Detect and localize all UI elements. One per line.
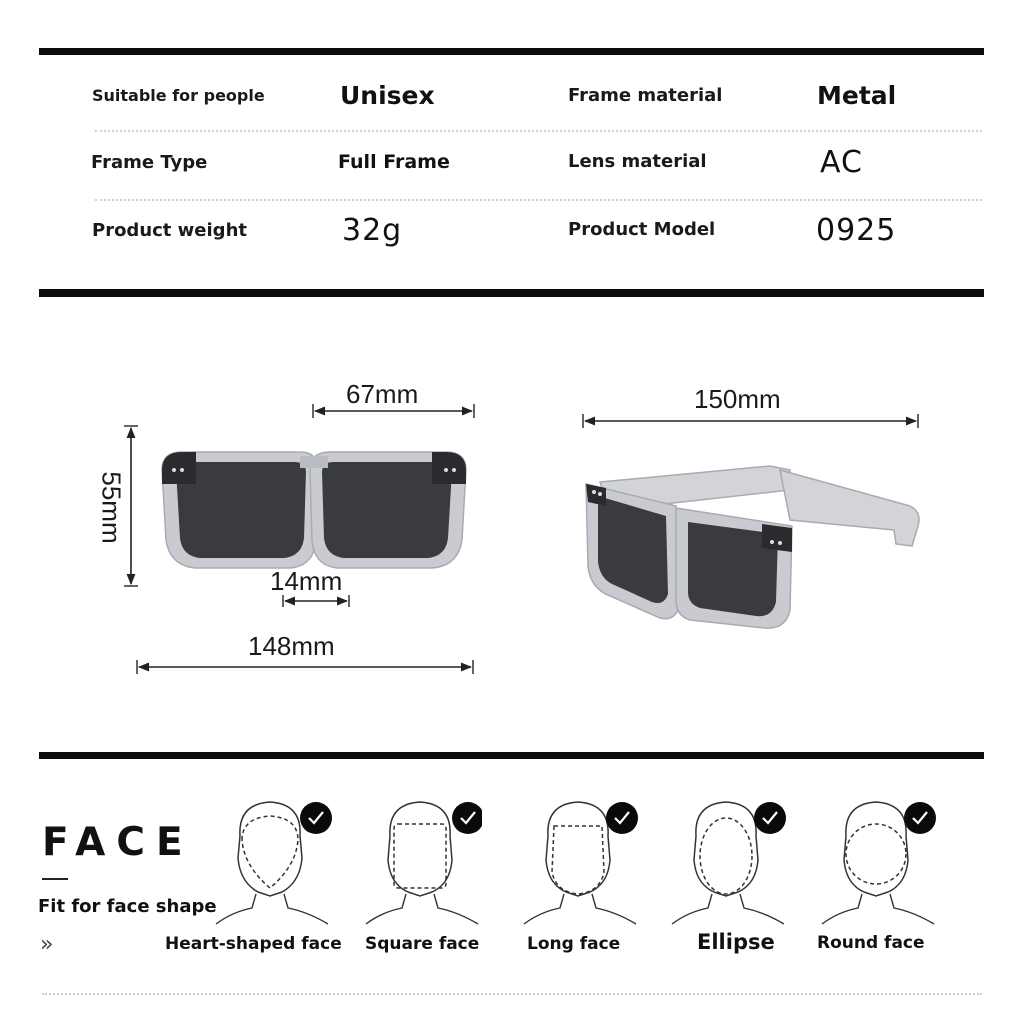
spec-label-lens-material: Lens material <box>568 151 707 172</box>
temple-length-label: 150mm <box>694 384 781 414</box>
square-face-icon <box>362 796 482 926</box>
spec-label-frame-material: Frame material <box>568 85 723 106</box>
long-face-icon <box>520 796 640 926</box>
temple-length-arrow <box>583 414 918 428</box>
spec-label-model: Product Model <box>568 219 716 240</box>
face-title-underline <box>42 878 68 880</box>
footer-separator <box>42 993 982 995</box>
heart-face-label: Heart-shaped face <box>165 934 342 954</box>
spec-label-frame-type: Frame Type <box>91 152 208 173</box>
round-face-icon <box>818 796 938 926</box>
heart-face-icon <box>212 796 332 926</box>
bottom-divider-bar <box>39 752 984 759</box>
lens-width-label: 67mm <box>346 379 419 409</box>
long-face-label: Long face <box>527 934 621 954</box>
angled-glasses-icon <box>586 466 919 628</box>
spec-value-frame-material: Metal <box>817 81 897 110</box>
ellipse-face-label: Ellipse <box>697 930 775 954</box>
spec-value-frame-type: Full Frame <box>338 151 450 173</box>
face-title: FACE <box>42 820 194 865</box>
front-glasses-icon <box>162 452 466 568</box>
face-subtitle: Fit for face shape <box>38 896 217 917</box>
lens-height-label: 55mm <box>96 471 127 544</box>
frame-width-label: 148mm <box>248 631 335 661</box>
square-face-label: Square face <box>365 934 480 954</box>
ellipse-face-icon <box>668 796 788 926</box>
spec-value-suitable: Unisex <box>340 81 435 110</box>
spec-label-suitable: Suitable for people <box>92 86 265 105</box>
more-arrow-icon: » <box>40 932 54 957</box>
spec-label-weight: Product weight <box>92 220 247 241</box>
round-face-label: Round face <box>817 933 925 953</box>
frame-width-arrow <box>137 660 473 674</box>
spec-value-weight: 32g <box>342 213 403 248</box>
spec-value-model: 0925 <box>816 213 897 248</box>
spec-value-lens-material: AC <box>820 145 863 180</box>
bridge-label: 14mm <box>270 566 343 596</box>
